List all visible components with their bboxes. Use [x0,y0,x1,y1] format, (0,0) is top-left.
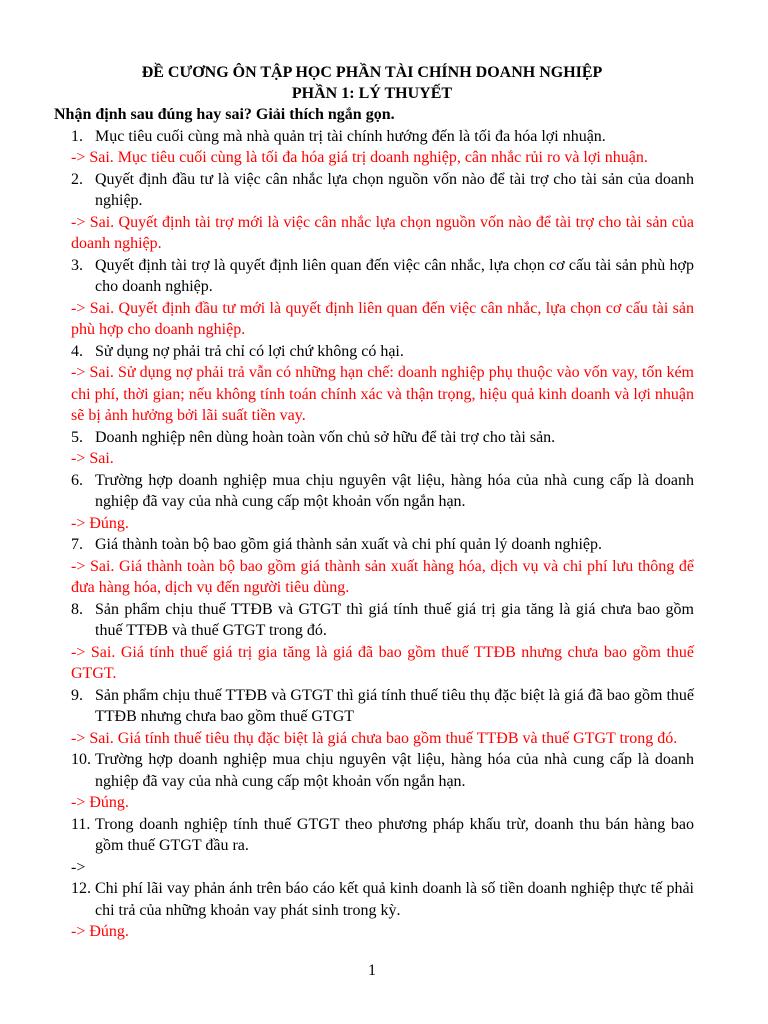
question-text: Sản phẩm chịu thuế TTĐB và GTGT thì giá tính thuế giá trị gia tăng là giá chưa bao gồm thuế TTĐB và thuế GTGT trong đó. [95,600,694,639]
answer-text: -> Sai. Mục tiêu cuối cùng là tối đa hóa giá trị doanh nghiệp, cân nhắc rủi ro và lợi nhuận. [71,149,648,166]
question [71,749,694,792]
list-item [71,749,694,814]
question-number: 1. [71,127,83,145]
question [71,685,694,728]
answer-text: -> Sai. Quyết định đầu tư mới là quyết định liên quan đến việc cân nhắc, lựa chọn cơ cấu tài sản phù hợp cho doanh nghiệp. [71,299,694,338]
list-item [71,470,694,535]
question-number: 3. [71,256,83,274]
list-item [71,534,694,599]
answer-text: -> Sai. [71,450,114,467]
list-item [71,126,694,169]
list-item [71,255,694,341]
question-number: 10. [71,751,91,768]
document-title: ĐỀ CƯƠNG ÔN TẬP HỌC PHẦN TÀI CHÍNH DOANH NGHIỆP [141,64,603,81]
question [71,814,694,857]
list-item [71,814,694,879]
question-number: 6. [71,471,83,489]
question [71,169,694,212]
list-item [71,341,694,427]
question-text: Chi phí lãi vay phản ánh trên báo cáo kết quả kinh doanh là số tiền doanh nghiệp thực tế phải chi trả của những khoản vay phát sinh trong kỳ. [95,880,694,919]
question-text: Sử dụng nợ phải trả chỉ có lợi chứ không có hại. [95,342,404,360]
question [71,534,694,556]
answer-text: -> Sai. Sử dụng nợ phải trả vẫn có những hạn chế: doanh nghiệp phụ thuộc vào vốn vay, tốn kém chi phí, thời gian; nếu không tính toán chính xác và thận trọng, hiệu quả kinh doanh và lợi nhuận sẽ bị ảnh hưởng bởi lãi suất tiền vay. [71,364,694,424]
question-text: Doanh nghiệp nên dùng hoàn toàn vốn chủ sở hữu để tài trợ cho tài sản. [95,428,556,446]
question-number: 12. [71,880,91,897]
question-number: 7. [71,536,83,553]
question-number: 11. [71,815,91,833]
list-item [71,599,694,685]
question [71,470,694,513]
page-number: 1 [368,962,376,979]
question-text: Giá thành toàn bộ bao gồm giá thành sản xuất và chi phí quản lý doanh nghiệp. [95,536,602,553]
question-text: Mục tiêu cuối cùng mà nhà quản trị tài chính hướng đến là tối đa hóa lợi nhuận. [95,127,606,145]
question-text: Quyết định đầu tư là việc cân nhắc lựa chọn nguồn vốn nào để tài trợ cho tài sản của doanh nghiệp. [95,170,694,209]
answer-text: -> Đúng. [71,514,129,532]
question-text: Trong doanh nghiệp tính thuế GTGT theo phương pháp khấu trừ, doanh thu bán hàng bao gồm thuế GTGT đầu ra. [95,815,694,854]
question-text: Quyết định tài trợ là quyết định liên quan đến việc cân nhắc, lựa chọn cơ cấu tài sản phù hợp cho doanh nghiệp. [95,256,694,295]
answer-text: -> Sai. Giá thành toàn bộ bao gồm giá thành sản xuất hàng hóa, dịch vụ và chi phí lưu thông để đưa hàng hóa, dịch vụ đến người tiêu dùng. [71,557,694,596]
list-item [71,878,694,943]
list-item [71,427,694,470]
question-text: Sản phẩm chịu thuế TTĐB và GTGT thì giá tính thuế tiêu thụ đặc biệt là giá đã bao gồm thuế TTĐB nhưng chưa bao gồm thuế GTGT [95,686,694,725]
question [71,255,694,298]
list-item [71,169,694,255]
question-number: 2. [71,170,83,188]
answer-text: -> Đúng. [71,923,129,940]
question [71,878,694,921]
answer-text: -> Sai. Giá tính thuế tiêu thụ đặc biệt là giá chưa bao gồm thuế TTĐB và thuế GTGT trong đó. [71,729,678,747]
answer-text: -> [71,858,86,876]
section-title: PHẦN 1: LÝ THUYẾT [291,85,453,102]
list-item [71,685,694,750]
question-text: Trường hợp doanh nghiệp mua chịu nguyên vật liệu, hàng hóa của nhà cung cấp là doanh nghiệp đã vay của nhà cung cấp một khoản vốn ngắn hạn. [95,471,694,510]
question-number: 4. [71,342,83,360]
answer-text: -> Đúng. [71,794,129,811]
question-number: 8. [71,600,83,618]
instruction-text: Nhận định sau đúng hay sai? Giải thích ngắn gọn. [54,106,395,123]
question [71,341,694,363]
question-list [71,126,694,943]
question-text: Trường hợp doanh nghiệp mua chịu nguyên vật liệu, hàng hóa của nhà cung cấp là doanh nghiệp đã vay của nhà cung cấp một khoản vốn ngắn hạn. [95,751,694,790]
question [71,599,694,642]
question [71,427,694,449]
question [71,126,694,148]
answer-text: -> Sai. Giá tính thuế giá trị gia tăng là giá đã bao gồm thuế TTĐB nhưng chưa bao gồm thuế GTGT. [71,643,694,682]
question-number: 9. [71,686,83,704]
question-number: 5. [71,428,83,446]
answer-text: -> Sai. Quyết định tài trợ mới là việc cân nhắc lựa chọn nguồn vốn nào để tài trợ cho tài sản của doanh nghiệp. [71,213,694,252]
